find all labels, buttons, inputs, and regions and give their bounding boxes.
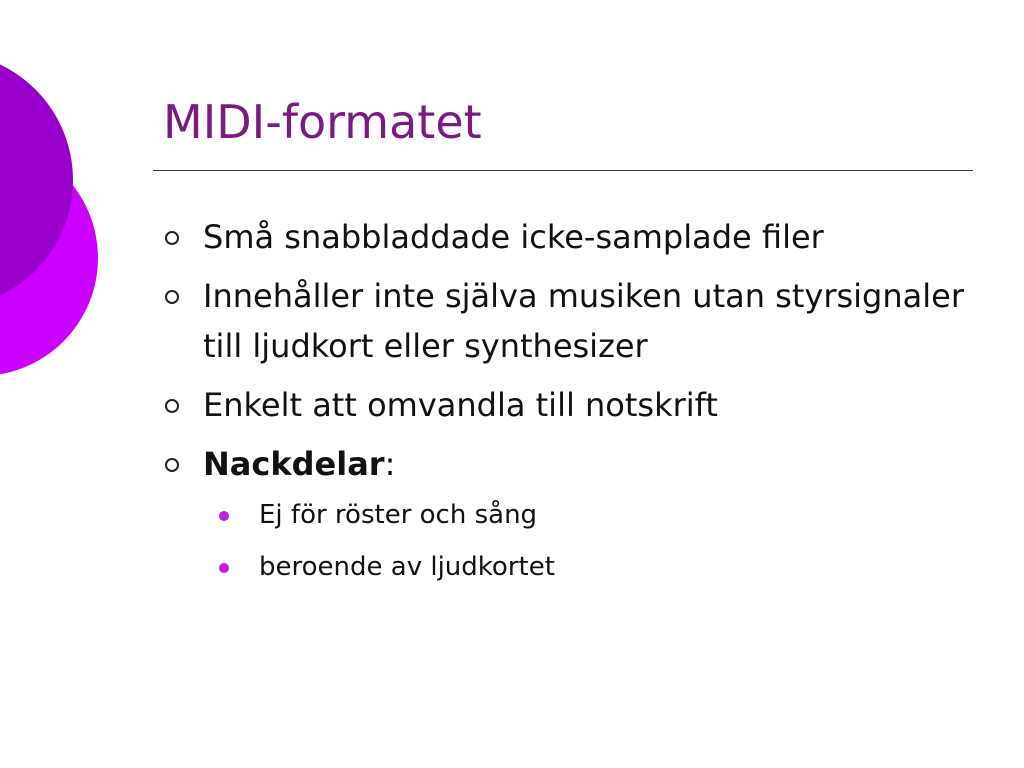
bullet-text: Innehåller inte själva musiken utan styrsignaler till ljudkort eller synthesizer (203, 277, 964, 365)
bullet-item (163, 439, 1003, 593)
bullet-item (163, 212, 1003, 262)
sub-bullet-item (163, 541, 1003, 593)
slide-title: MIDI-formatet (163, 95, 482, 149)
filled-dot-bullet-icon (219, 563, 229, 573)
sub-bullet-list (203, 489, 1003, 593)
hollow-circle-bullet-icon (165, 458, 179, 472)
bullet-suffix: : (384, 445, 396, 483)
filled-dot-bullet-icon (219, 511, 229, 521)
bullet-bold-text: Nackdelar (203, 445, 385, 483)
bullet-text: Små snabbladdade icke-samplade filer (203, 218, 824, 256)
bullet-item (163, 271, 1003, 371)
bullet-item (163, 380, 1003, 430)
bullet-text: Enkelt att omvandla till notskrift (203, 386, 718, 424)
title-divider (153, 170, 973, 171)
hollow-circle-bullet-icon (165, 231, 179, 245)
bullet-text (203, 439, 395, 489)
bullet-list (163, 212, 1003, 602)
sub-bullet-text: beroende av ljudkortet (259, 552, 555, 582)
hollow-circle-bullet-icon (165, 290, 179, 304)
sub-bullet-item (163, 489, 1003, 541)
sub-bullet-text: Ej för röster och sång (259, 500, 538, 530)
decorative-circles (0, 0, 110, 410)
hollow-circle-bullet-icon (165, 399, 179, 413)
